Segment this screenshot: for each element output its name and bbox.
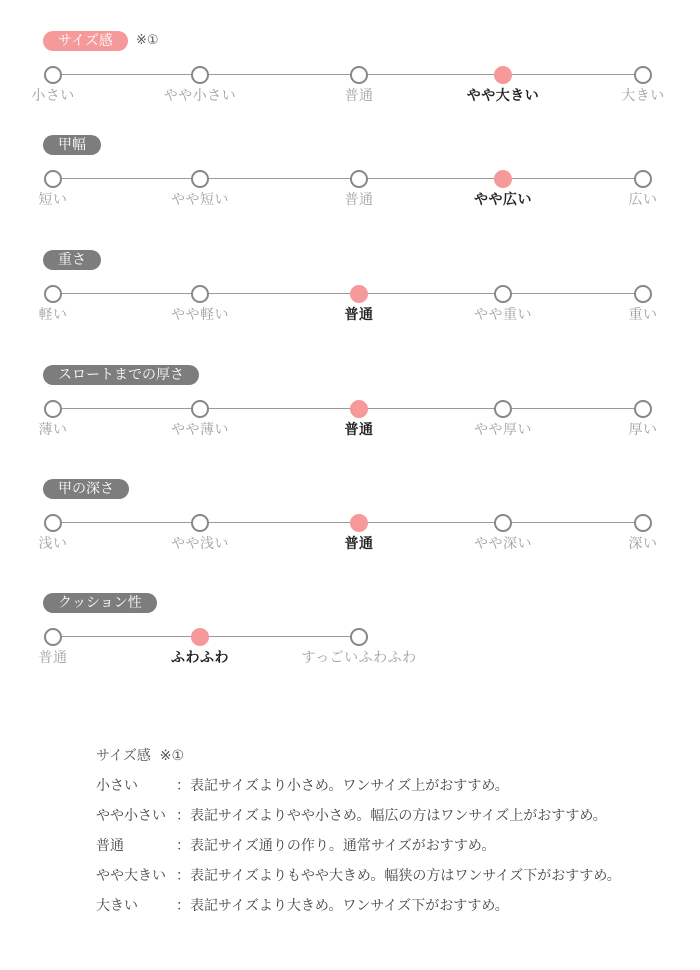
scale-label: 浅い	[38, 536, 68, 552]
scale-dot	[634, 285, 652, 303]
scale-label: やや短い	[171, 192, 229, 208]
scale-label: 短い	[38, 192, 68, 208]
section-title-badge: 甲の深さ	[43, 479, 129, 499]
scale-line	[53, 408, 643, 409]
scale-label: やや軽い	[171, 307, 229, 323]
legend-desc: ：表記サイズよりやや小さめ。幅広の方はワンサイズ上がおすすめ。	[176, 808, 607, 824]
scale-line	[53, 293, 643, 294]
scale-dot	[44, 628, 62, 646]
scale-label: すっごいふわふわ	[301, 650, 417, 666]
scale-dot-selected	[191, 628, 209, 646]
rating-section	[0, 250, 700, 350]
legend-term: 普通	[96, 838, 124, 854]
section-title-badge: 甲幅	[43, 135, 101, 155]
scale-line	[53, 74, 643, 75]
rating-section	[0, 31, 700, 131]
legend-term: 小さい	[96, 778, 138, 794]
scale-dot	[350, 66, 368, 84]
scale-label: 重い	[628, 307, 658, 323]
scale-dot	[191, 285, 209, 303]
scale-dot	[44, 285, 62, 303]
scale-label: やや薄い	[171, 422, 229, 438]
scale-dot	[191, 66, 209, 84]
scale-dot	[44, 170, 62, 188]
scale-dot	[191, 514, 209, 532]
scale-dot	[191, 170, 209, 188]
scale-label: 厚い	[628, 422, 658, 438]
rating-section	[0, 135, 700, 235]
scale-label: 普通	[344, 192, 374, 208]
scale-dot-selected	[350, 400, 368, 418]
scale-label: やや小さい	[163, 88, 237, 104]
scale-line	[53, 178, 643, 179]
scale-label: 普通	[344, 536, 374, 552]
scale-dot	[350, 628, 368, 646]
legend-note: ※①	[159, 748, 185, 764]
scale-label: 普通	[38, 650, 68, 666]
section-title-badge: クッション性	[43, 593, 157, 613]
scale-dot-selected	[350, 514, 368, 532]
scale-label: やや深い	[474, 536, 532, 552]
scale-dot	[350, 170, 368, 188]
section-title-badge: スロートまでの厚さ	[43, 365, 199, 385]
legend-term: やや大きい	[96, 868, 166, 884]
scale-dot	[494, 514, 512, 532]
scale-dot	[44, 514, 62, 532]
scale-dot-selected	[494, 66, 512, 84]
legend-title-text: サイズ感	[96, 748, 151, 764]
scale-label: やや厚い	[474, 422, 532, 438]
scale-label: 軽い	[38, 307, 68, 323]
legend-desc: ：表記サイズより小さめ。ワンサイズ上がおすすめ。	[176, 778, 509, 794]
legend-row	[96, 836, 676, 866]
rating-section	[0, 479, 700, 579]
scale-label: 普通	[344, 307, 374, 323]
scale-label: やや広い	[474, 192, 532, 208]
rating-section	[0, 593, 700, 693]
legend-desc: ：表記サイズより大きめ。ワンサイズ下がおすすめ。	[176, 898, 509, 914]
scale-label: 小さい	[31, 88, 75, 104]
scale-dot	[634, 66, 652, 84]
scale-label: やや重い	[474, 307, 532, 323]
scale-dot	[634, 514, 652, 532]
scale-dot	[44, 66, 62, 84]
scale-dot-selected	[494, 170, 512, 188]
legend-desc: ：表記サイズ通りの作り。通常サイズがおすすめ。	[176, 838, 496, 854]
scale-dot	[191, 400, 209, 418]
legend-row	[96, 866, 676, 896]
rating-section	[0, 365, 700, 465]
legend-row	[96, 896, 676, 926]
legend-term: 大きい	[96, 898, 138, 914]
scale-dot	[494, 400, 512, 418]
scale-label: やや大きい	[466, 88, 540, 104]
scale-label: 深い	[628, 536, 658, 552]
scale-label: ふわふわ	[171, 650, 229, 666]
legend-row	[96, 776, 676, 806]
scale-dot-selected	[350, 285, 368, 303]
size-legend	[96, 746, 676, 926]
scale-label: 大きい	[621, 88, 665, 104]
scale-label: やや浅い	[171, 536, 229, 552]
scale-line	[53, 522, 643, 523]
scale-dot	[634, 170, 652, 188]
scale-dot	[494, 285, 512, 303]
section-note: ※①	[136, 33, 159, 48]
legend-term: やや小さい	[96, 808, 166, 824]
scale-dot	[634, 400, 652, 418]
scale-dot	[44, 400, 62, 418]
legend-title	[96, 746, 676, 776]
legend-row	[96, 806, 676, 836]
scale-label: 普通	[344, 88, 374, 104]
scale-label: 普通	[344, 422, 374, 438]
scale-label: 薄い	[38, 422, 68, 438]
scale-label: 広い	[628, 192, 658, 208]
section-title-badge: 重さ	[43, 250, 101, 270]
legend-desc: ：表記サイズよりもやや大きめ。幅狭の方はワンサイズ下がおすすめ。	[176, 868, 621, 884]
section-title-badge: サイズ感	[43, 31, 128, 51]
